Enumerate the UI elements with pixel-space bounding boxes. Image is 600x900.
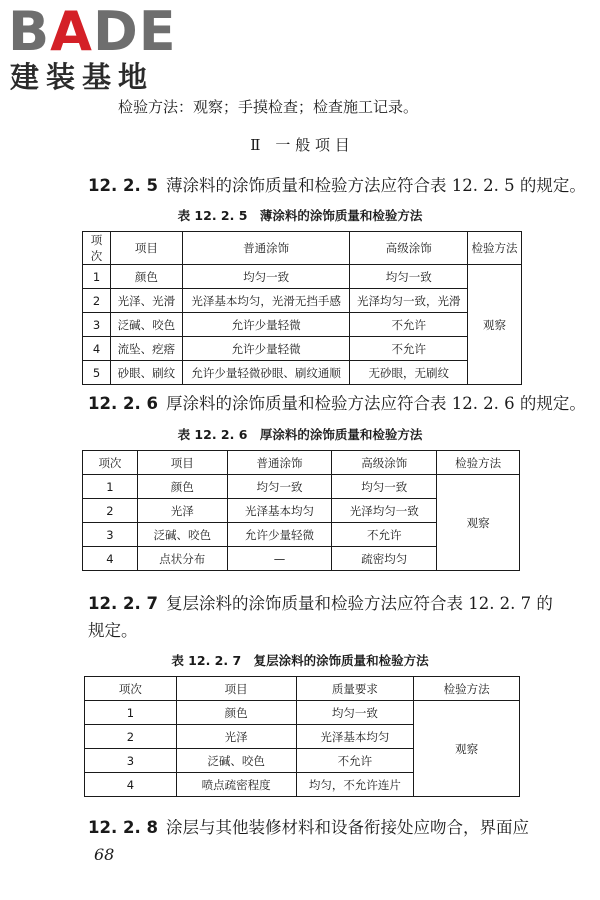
clause-12-2-6 — [88, 390, 586, 414]
clause-number: 12. 2. 5 — [88, 176, 158, 195]
table-cell: 4 — [83, 547, 138, 571]
table-cell: 均匀一致 — [182, 265, 350, 289]
table-header-row — [83, 232, 522, 265]
header-cell: 项目 — [110, 232, 182, 265]
method-cell: 观察 — [414, 701, 520, 797]
header-cell: 项次 — [85, 677, 177, 701]
section-heading: Ⅱ 一 般 项 目 — [250, 136, 350, 154]
table-row — [83, 265, 522, 289]
table-header-row — [85, 677, 520, 701]
header-cell: 检验方法 — [437, 451, 520, 475]
table-cell: 允许少量轻微 — [227, 523, 332, 547]
clause-12-2-7 — [88, 590, 553, 614]
header-cell: 高级涂饰 — [332, 451, 437, 475]
table-cell: 点状分布 — [137, 547, 227, 571]
table-cell: 不允许 — [296, 749, 414, 773]
clause-number: 12. 2. 6 — [88, 394, 158, 413]
clause-text: 复层涂料的涂饰质量和检验方法应符合表 12. 2. 7 的 — [165, 594, 553, 613]
table-cell: 无砂眼，无刷纹 — [350, 361, 468, 385]
table-12-2-6 — [82, 450, 520, 571]
table-cell: 光泽 — [176, 725, 296, 749]
table-cell: 颜色 — [110, 265, 182, 289]
table-cell: 2 — [85, 725, 177, 749]
table-cell: 光泽均匀一致 — [332, 499, 437, 523]
table-row — [85, 701, 520, 725]
table-cell: 均匀，不允许连片 — [296, 773, 414, 797]
table-cell: 4 — [83, 337, 111, 361]
table-caption-12-2-5: 表 12. 2. 5 薄涂料的涂饰质量和检验方法 — [177, 208, 423, 223]
logo-letter-a-red: A — [50, 0, 93, 63]
clause-number: 12. 2. 8 — [88, 818, 158, 837]
clause-number: 12. 2. 7 — [88, 594, 158, 613]
table-cell: 疏密均匀 — [332, 547, 437, 571]
method-cell: 观察 — [468, 265, 522, 385]
table-cell: 均匀一致 — [227, 475, 332, 499]
clause-text: 涂层与其他装修材料和设备衔接处应吻合，界面应 — [165, 818, 529, 837]
table-12-2-7 — [84, 676, 520, 797]
table-row — [83, 289, 522, 313]
header-cell: 普通涂饰 — [182, 232, 350, 265]
inspection-method-line: 检验方法：观察；手摸检查；检查施工记录。 — [118, 98, 419, 116]
table-cell: 4 — [85, 773, 177, 797]
table-caption-12-2-6: 表 12. 2. 6 厚涂料的涂饰质量和检验方法 — [177, 427, 423, 442]
table-cell: 不允许 — [350, 313, 468, 337]
header-cell: 高级涂饰 — [350, 232, 468, 265]
clause-text: 薄涂料的涂饰质量和检验方法应符合表 12. 2. 5 的规定。 — [165, 176, 586, 195]
table-cell: 光泽基本均匀 — [227, 499, 332, 523]
table-cell: 颜色 — [176, 701, 296, 725]
brand-logo-chinese: 建装基地 — [10, 60, 155, 94]
table-cell: 颜色 — [137, 475, 227, 499]
table-cell: 砂眼、刷纹 — [110, 361, 182, 385]
table-row — [83, 361, 522, 385]
clause-12-2-8 — [88, 814, 529, 838]
table-cell: 1 — [83, 265, 111, 289]
table-12-2-5 — [82, 231, 522, 385]
header-cell: 项目 — [137, 451, 227, 475]
table-cell: 均匀一致 — [332, 475, 437, 499]
table-cell: 2 — [83, 499, 138, 523]
table-cell: 3 — [83, 313, 111, 337]
table-caption-12-2-7: 表 12. 2. 7 复层涂料的涂饰质量和检验方法 — [171, 653, 429, 668]
table-cell: 泛碱、咬色 — [110, 313, 182, 337]
table-cell: 允许少量轻微 — [182, 313, 350, 337]
logo-letters-de: DE — [92, 0, 177, 63]
table-row — [83, 313, 522, 337]
table-cell: 泛碱、咬色 — [176, 749, 296, 773]
table-cell: 均匀一致 — [350, 265, 468, 289]
table-row — [83, 475, 520, 499]
table-cell: 允许少量轻微砂眼、刷纹通顺 — [182, 361, 350, 385]
clause-12-2-5 — [88, 172, 586, 196]
table-cell: 3 — [85, 749, 177, 773]
logo-letter-b: B — [8, 0, 51, 63]
table-cell: 允许少量轻微 — [182, 337, 350, 361]
table-cell: 光泽 — [137, 499, 227, 523]
header-cell: 质量要求 — [296, 677, 414, 701]
header-cell: 项目 — [176, 677, 296, 701]
table-cell: 光泽、光滑 — [110, 289, 182, 313]
header-cell: 检验方法 — [468, 232, 522, 265]
table-row — [83, 337, 522, 361]
header-cell: 检验方法 — [414, 677, 520, 701]
header-cell: 项次 — [83, 451, 138, 475]
table-header-row — [83, 451, 520, 475]
table-cell: 5 — [83, 361, 111, 385]
table-cell: 光泽均匀一致，光滑 — [350, 289, 468, 313]
page-number: 68 — [94, 845, 115, 864]
table-cell: 2 — [83, 289, 111, 313]
table-cell: 喷点疏密程度 — [176, 773, 296, 797]
table-cell: 光泽基本均匀 — [296, 725, 414, 749]
table-cell: 3 — [83, 523, 138, 547]
table-cell: — — [227, 547, 332, 571]
table-cell: 光泽基本均匀，光滑无挡手感 — [182, 289, 350, 313]
table-cell: 均匀一致 — [296, 701, 414, 725]
table-cell: 泛碱、咬色 — [137, 523, 227, 547]
table-cell: 1 — [85, 701, 177, 725]
header-cell: 普通涂饰 — [227, 451, 332, 475]
table-cell: 1 — [83, 475, 138, 499]
table-cell: 不允许 — [350, 337, 468, 361]
method-cell: 观察 — [437, 475, 520, 571]
table-cell: 流坠、疙瘩 — [110, 337, 182, 361]
header-cell: 项次 — [83, 232, 111, 265]
clause-text: 厚涂料的涂饰质量和检验方法应符合表 12. 2. 6 的规定。 — [165, 394, 586, 413]
brand-logo — [8, 2, 177, 62]
clause-12-2-7-continued: 规定。 — [88, 621, 138, 640]
table-cell: 不允许 — [332, 523, 437, 547]
